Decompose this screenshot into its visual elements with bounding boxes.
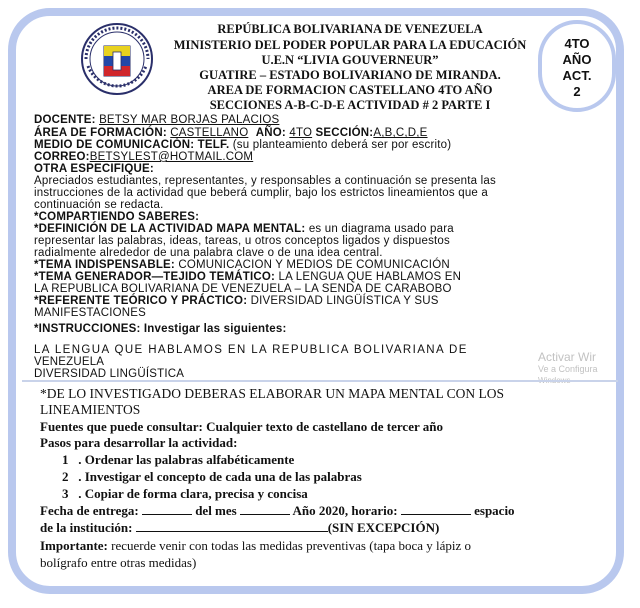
watermark-line-2: Ve a Configura	[538, 364, 598, 374]
instrucciones: *INSTRUCCIONES: Investigar las siguientes:	[34, 323, 287, 335]
importante-line-2: bolígrafo entre otras medidas)	[40, 555, 197, 570]
lengua-line-1: LA LENGUA QUE HABLAMOS EN LA REPUBLICA BOLIVARIANA DE	[34, 344, 468, 356]
importante-line-1: Importante: recuerde venir con todas las medidas preventivas (tapa boca y lápiz o	[40, 538, 472, 553]
area-row: ÁREA DE FORMACIÓN: CASTELLANO AÑO: 4TO SECCIÓN:A,B,C,D,E	[34, 127, 428, 139]
tema-generador-line-2: LA REPUBLICA BOLIVARIANA DE VENEZUELA – LA SENDA DE CARABOBO	[34, 283, 452, 295]
school-seal-logo	[80, 22, 154, 96]
header-line-4: GUATIRE – ESTADO BOLIVARIANO DE MIRANDA.	[199, 68, 501, 82]
definition-line-1: *DEFINICIÓN DE LA ACTIVIDAD MAPA MENTAL: es un diagrama usado para	[34, 223, 454, 235]
section-divider	[22, 380, 618, 382]
step-3: 3 . Copiar de forma clara, precisa y concisa	[62, 486, 308, 501]
activity-badge: 4TO AÑO ACT. 2	[538, 20, 616, 112]
definition-line-3: radialmente alrededor de una palabra clave o de una idea central.	[34, 247, 383, 259]
docente-row: DOCENTE: BETSY MAR BORJAS PALACIOS	[34, 114, 280, 126]
header-line-2: MINISTERIO DEL PODER POPULAR PARA LA EDUCACIÓN	[173, 38, 527, 52]
email-link: BETSYLEST@HOTMAIL.COM	[89, 151, 254, 163]
otra-especifique: OTRA ESPECIFIQUE:	[34, 163, 154, 175]
header-line-1: REPÚBLICA BOLIVARIANA DE VENEZUELA	[217, 22, 483, 36]
definition-line-2: representar las palabras, ideas, tareas, u otros conceptos ligados y dispuestos	[34, 235, 450, 247]
intro-paragraph-line-3: continuación se redacta.	[34, 199, 164, 211]
task-line-1: *DE LO INVESTIGADO DEBERAS ELABORAR UN MAPA MENTAL CON LOS	[40, 386, 505, 401]
fuentes: Fuentes que puede consultar: Cualquier texto de castellano de tercer año	[40, 419, 443, 434]
pasos: Pasos para desarrollar la actividad:	[40, 435, 238, 450]
step-2: 2 . Investigar el concepto de cada una de las palabras	[62, 469, 362, 484]
compartiendo-saberes: *COMPARTIENDO SABERES:	[34, 211, 200, 223]
header-line-5: AREA DE FORMACION CASTELLANO 4TO AÑO	[207, 83, 493, 97]
medio-row: MEDIO DE COMUNICACIÓN: TELF. (su planteamiento deberá ser por escrito)	[34, 139, 452, 151]
fecha-entrega-row: Fecha de entrega: del mes Año 2020, horario: espacio	[40, 503, 515, 518]
tema-generador-line-1: *TEMA GENERADOR—TEJIDO TEMÁTICO: LA LENGUA QUE HABLAMOS EN	[34, 271, 462, 283]
intro-paragraph-line-1: Apreciados estudiantes, representantes, y responsables a continuación se presenta las	[34, 175, 496, 187]
task-line-2: LINEAMIENTOS	[40, 402, 141, 417]
header-line-3: U.E.N “LIVIA GOUVERNEUR”	[261, 53, 439, 67]
tema-indispensable: *TEMA INDISPENSABLE: COMUNICACION Y MEDIOS DE COMUNICACIÓN	[34, 259, 450, 271]
step-1: 1 . Ordenar las palabras alfabéticamente	[62, 452, 295, 467]
referente-line-2: MANIFESTACIONES	[34, 307, 147, 319]
lengua-line-2: VENEZUELA	[34, 356, 105, 368]
referente-line-1: *REFERENTE TEÓRICO Y PRÁCTICO: DIVERSIDAD LINGÜÍSTICA Y SUS	[34, 295, 439, 307]
institucion-row: de la institución: (SIN EXCEPCIÓN)	[40, 520, 440, 535]
header-line-6: SECCIONES A-B-C-D-E ACTIVIDAD # 2 PARTE I	[209, 98, 491, 112]
correo-row: CORREO:BETSYLEST@HOTMAIL.COM	[34, 151, 254, 163]
watermark-line-1: Activar Wir	[538, 350, 596, 364]
docente-name: BETSY MAR BORJAS PALACIOS	[99, 114, 280, 126]
intro-paragraph-line-2: instrucciones de la actividad que beberá cumplir, bajo los estrictos lineamientos que a	[34, 187, 489, 199]
lengua-line-3: DIVERSIDAD LINGÜÍSTICA	[34, 368, 185, 380]
